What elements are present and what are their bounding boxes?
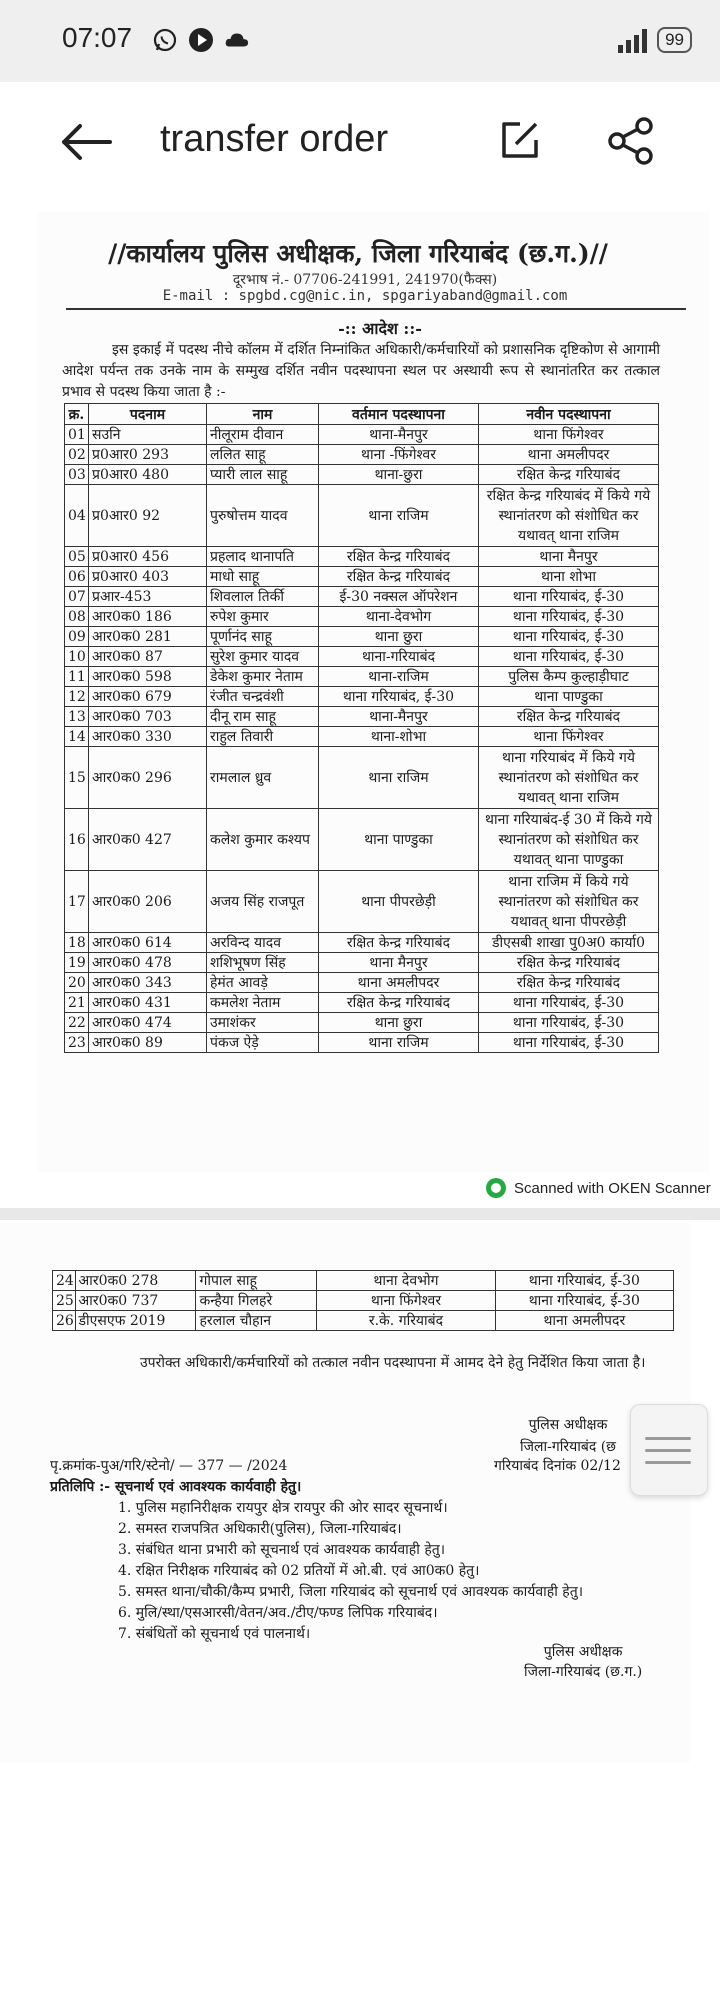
table-row	[65, 667, 659, 687]
table-row	[65, 1013, 659, 1033]
cell-serial: 09	[65, 627, 89, 647]
table-row	[65, 485, 659, 547]
cell-designation: आर0क0 427	[89, 809, 207, 871]
cell-current-posting: थाना राजिम	[319, 747, 479, 809]
cell-designation: प्रआर-453	[89, 587, 207, 607]
cell-current-posting: र.के. गरियाबंद	[317, 1311, 495, 1331]
cell-serial: 14	[65, 727, 89, 747]
list-item: 4. रक्षित निरीक्षक गरियाबंद को 02 प्रतियों में ओ.बी. एवं आ0क0 हेतु।	[118, 1563, 480, 1579]
header-designation: पदनाम	[89, 404, 207, 425]
list-item: 6. मुलि/स्था/एसआरसी/वेतन/अव./टीए/फण्ड लिपिक गरियाबंद।	[118, 1605, 438, 1621]
cell-name: कलेश कुमार कश्यप	[207, 809, 319, 871]
cell-current-posting: थाना गरियाबंद, ई-30	[319, 687, 479, 707]
transfer-table-page-2	[52, 1270, 674, 1331]
cell-designation: प्र0आर0 293	[89, 445, 207, 465]
table-row	[65, 627, 659, 647]
cell-serial: 11	[65, 667, 89, 687]
cell-current-posting: थाना राजिम	[319, 485, 479, 547]
table-row	[65, 647, 659, 667]
cell-current-posting: थाना-छुरा	[319, 465, 479, 485]
cell-current-posting: थाना पाण्डुका	[319, 809, 479, 871]
email-line: E-mail : spgbd.cg@nic.in, spgariyaband@gmail.com	[162, 288, 568, 304]
cell-name: माधो साहू	[207, 567, 319, 587]
cell-name: डेकेश कुमार नेताम	[207, 667, 319, 687]
cell-name: हरलाल चौहान	[196, 1311, 317, 1331]
cell-name: शशिभूषण सिंह	[207, 953, 319, 973]
cell-serial: 02	[65, 445, 89, 465]
status-time: 07:07	[62, 22, 133, 53]
table-header-row	[65, 404, 659, 425]
table-row	[65, 567, 659, 587]
signatory-title: पुलिस अधीक्षक	[528, 1417, 608, 1433]
signature-block-1	[520, 1414, 616, 1458]
list-item: 7. संबंधितों को सूचनार्थ एवं पालनार्थ।	[118, 1626, 311, 1642]
table-row	[65, 871, 659, 933]
cell-designation: आर0क0 431	[89, 993, 207, 1013]
arrow-left-icon[interactable]	[58, 120, 114, 164]
list-item: 5. समस्त थाना/चौकी/कैम्प प्रभारी, जिला गरियाबंद को सूचनार्थ एवं आवश्यक कार्यवाही हेतु।	[118, 1584, 584, 1600]
cell-name: राहुल तिवारी	[207, 727, 319, 747]
cell-current-posting: रक्षित केन्द्र गरियाबंद	[319, 567, 479, 587]
table-row	[65, 809, 659, 871]
cell-name: अजय सिंह राजपूत	[207, 871, 319, 933]
cell-name: सुरेश कुमार यादव	[207, 647, 319, 667]
cell-new-posting: थाना गरियाबंद-ई 30 में किये गये स्थानांतरण को संशोधित कर यथावत् थाना पाण्डुका	[479, 809, 659, 871]
header-new-posting: नवीन पदस्थापना	[479, 404, 659, 425]
cell-designation: आर0क0 598	[89, 667, 207, 687]
scanner-label: Scanned with OKEN Scanner	[514, 1179, 711, 1197]
cell-name: ललित साहू	[207, 445, 319, 465]
cell-new-posting: रक्षित केन्द्र गरियाबंद	[479, 953, 659, 973]
cell-new-posting: थाना गरियाबंद, ई-30	[479, 607, 659, 627]
edit-icon[interactable]	[498, 118, 542, 162]
cell-new-posting: रक्षित केन्द्र गरियाबंद	[479, 465, 659, 485]
cell-designation: आर0क0 703	[89, 707, 207, 727]
cell-serial: 01	[65, 425, 89, 445]
cell-name: अरविन्द यादव	[207, 933, 319, 953]
table-row	[65, 425, 659, 445]
cell-new-posting: थाना गरियाबंद, ई-30	[479, 1013, 659, 1033]
cell-name: नीलूराम दीवान	[207, 425, 319, 445]
list-item: 1. पुलिस महानिरीक्षक रायपुर क्षेत्र रायपुर की ओर सादर सूचनार्थ।	[118, 1500, 448, 1516]
order-heading: -:: आदेश ::-	[338, 319, 422, 338]
status-notification-icons	[152, 27, 250, 53]
phone-line: दूरभाष नं.- 07706-241991, 241970(फैक्स)	[232, 272, 498, 288]
cell-current-posting: थाना देवभोग	[317, 1271, 495, 1291]
document-title: transfer order	[160, 118, 389, 160]
cell-serial: 16	[65, 809, 89, 871]
cell-serial: 05	[65, 547, 89, 567]
cell-designation: डीएसएफ 2019	[75, 1311, 196, 1331]
header-serial: क्र.	[65, 404, 89, 425]
cell-new-posting: थाना गरियाबंद में किये गये स्थानांतरण को संशोधित कर यथावत् थाना राजिम	[479, 747, 659, 809]
cell-designation: आर0क0 281	[89, 627, 207, 647]
cell-current-posting: थाना-मैनपुर	[319, 425, 479, 445]
table-row	[65, 993, 659, 1013]
cell-current-posting: थाना -फिंगेश्वर	[319, 445, 479, 465]
cell-designation: आर0क0 87	[89, 647, 207, 667]
cell-designation: प्र0आर0 92	[89, 485, 207, 547]
cell-name: कन्हैया गिलहरे	[196, 1291, 317, 1311]
cell-designation: आर0क0 186	[89, 607, 207, 627]
play-icon	[188, 27, 214, 53]
copy-heading: प्रतिलिपि :- सूचनार्थ एवं आवश्यक कार्यवाही हेतु।	[50, 1479, 302, 1495]
signal-icon	[618, 27, 647, 53]
table-row	[65, 445, 659, 465]
cell-current-posting: थाना-राजिम	[319, 667, 479, 687]
cell-name: उमाशंकर	[207, 1013, 319, 1033]
cell-current-posting: ई-30 नक्सल ऑपरेशन	[319, 587, 479, 607]
app-toolbar	[0, 82, 720, 198]
cell-designation: सउनि	[89, 425, 207, 445]
scanner-watermark	[486, 1178, 711, 1198]
header-current-posting: वर्तमान पदस्थापना	[319, 404, 479, 425]
share-icon[interactable]	[606, 116, 656, 166]
scanner-logo-icon	[486, 1178, 506, 1198]
cell-serial: 06	[65, 567, 89, 587]
cell-serial: 13	[65, 707, 89, 727]
cell-name: दीनू राम साहू	[207, 707, 319, 727]
cell-new-posting: थाना अमलीपदर	[479, 445, 659, 465]
cell-new-posting: डीएसबी शाखा पु0अ0 कार्या0	[479, 933, 659, 953]
table-row	[65, 587, 659, 607]
cell-new-posting: थाना गरियाबंद, ई-30	[479, 627, 659, 647]
cell-current-posting: थाना छुरा	[319, 1013, 479, 1033]
table-row	[65, 973, 659, 993]
cell-designation: आर0क0 278	[75, 1271, 196, 1291]
table-row	[53, 1291, 674, 1311]
cell-name: प्रहलाद थानापति	[207, 547, 319, 567]
cell-current-posting: रक्षित केन्द्र गरियाबंद	[319, 933, 479, 953]
closing-note: उपरोक्त अधिकारी/कर्मचारियों को तत्काल नवीन पदस्थापना में आमद देने हेतु निर्देशित किया जाता है।	[140, 1355, 646, 1371]
cell-designation: आर0क0 89	[89, 1033, 207, 1053]
reference-date: गरियाबंद दिनांक 02/12	[494, 1458, 621, 1474]
cell-serial: 15	[65, 747, 89, 809]
cell-new-posting: थाना गरियाबंद, ई-30	[479, 587, 659, 607]
cell-designation: आर0क0 330	[89, 727, 207, 747]
cell-designation: प्र0आर0 480	[89, 465, 207, 485]
cell-current-posting: थाना मैनपुर	[319, 953, 479, 973]
table-row	[65, 1033, 659, 1053]
cell-serial: 19	[65, 953, 89, 973]
cell-new-posting: पुलिस कैम्प कुल्हाड़ीघाट	[479, 667, 659, 687]
cloud-icon	[224, 27, 250, 53]
cell-current-posting: थाना राजिम	[319, 1033, 479, 1053]
signature-block-2	[524, 1642, 642, 1682]
cell-new-posting: थाना मैनपुर	[479, 547, 659, 567]
cell-new-posting: थाना गरियाबंद, ई-30	[495, 1271, 673, 1291]
cell-designation: आर0क0 614	[89, 933, 207, 953]
battery-indicator: 99	[657, 27, 692, 53]
table-row	[53, 1271, 674, 1291]
cell-name: पंकज ऐड़े	[207, 1033, 319, 1053]
cell-designation: प्र0आर0 403	[89, 567, 207, 587]
cell-serial: 20	[65, 973, 89, 993]
table-row	[65, 465, 659, 485]
cell-name: गोपाल साहू	[196, 1271, 317, 1291]
cell-new-posting: रक्षित केन्द्र गरियाबंद	[479, 973, 659, 993]
table-row	[65, 707, 659, 727]
signatory2-district: जिला-गरियाबंद (छ.ग.)	[524, 1664, 643, 1680]
cell-name: हेमंत आवड़े	[207, 973, 319, 993]
cell-name: रंजीत चन्द्रवंशी	[207, 687, 319, 707]
header-name: नाम	[207, 404, 319, 425]
cell-serial: 22	[65, 1013, 89, 1033]
cell-new-posting: थाना राजिम में किये गये स्थानांतरण को संशोधित कर यथावत् थाना पीपरछेड़ी	[479, 871, 659, 933]
cell-serial: 17	[65, 871, 89, 933]
signatory-district: जिला-गरियाबंद (छ	[520, 1439, 616, 1455]
cell-current-posting: रक्षित केन्द्र गरियाबंद	[319, 547, 479, 567]
cell-new-posting: थाना गरियाबंद, ई-30	[495, 1291, 673, 1311]
cell-current-posting: थाना फिंगेश्वर	[317, 1291, 495, 1311]
reference-number: पृ.क्रमांक-पुअ/गरि/स्टेनो/ — 377 — /2024	[50, 1458, 288, 1474]
table-row	[65, 687, 659, 707]
cell-serial: 24	[53, 1271, 76, 1291]
cell-new-posting: थाना फिंगेश्वर	[479, 727, 659, 747]
cell-serial: 26	[53, 1311, 76, 1331]
cell-current-posting: थाना अमलीपदर	[319, 973, 479, 993]
cell-name: पुरुषोत्तम यादव	[207, 485, 319, 547]
cell-new-posting: रक्षित केन्द्र गरियाबंद में किये गये स्थानांतरण को संशोधित कर यथावत् थाना राजिम	[479, 485, 659, 547]
cell-current-posting: थाना-देवभोग	[319, 607, 479, 627]
cell-new-posting: रक्षित केन्द्र गरियाबंद	[479, 707, 659, 727]
table-row	[65, 547, 659, 567]
cell-name: पूर्णानंद साहू	[207, 627, 319, 647]
cell-current-posting: थाना पीपरछेड़ी	[319, 871, 479, 933]
header-divider	[66, 308, 686, 310]
cell-designation: आर0क0 478	[89, 953, 207, 973]
cell-designation: आर0क0 343	[89, 973, 207, 993]
cell-serial: 03	[65, 465, 89, 485]
cell-new-posting: थाना अमलीपदर	[495, 1311, 673, 1331]
intro-paragraph: इस इकाई में पदस्थ नीचे कॉलम में दर्शित निम्नांकित अधिकारी/कर्मचारियों को प्रशासनिक दृष्टिकोण से आगामी आदेश पर्यन्त तक उनके नाम के सम्मुख दर्शित नवीन पदस्थापना स्थल पर अस्थायी रूप से स्थानांतरित कर तत्काल प्रभाव से पदस्थ किया जाता है :-	[62, 342, 660, 400]
cell-serial: 10	[65, 647, 89, 667]
signatory2-title: पुलिस अधीक्षक	[543, 1644, 623, 1660]
cell-serial: 18	[65, 933, 89, 953]
whatsapp-icon	[152, 27, 178, 53]
transfer-table-page-1	[64, 403, 659, 1053]
cell-serial: 23	[65, 1033, 89, 1053]
table-row	[53, 1311, 674, 1331]
table-row	[65, 933, 659, 953]
status-system-icons	[618, 27, 692, 53]
cell-serial: 04	[65, 485, 89, 547]
table-row	[65, 747, 659, 809]
copy-list	[118, 1498, 583, 1645]
cell-new-posting: थाना फिंगेश्वर	[479, 425, 659, 445]
table-row	[65, 607, 659, 627]
cell-new-posting: थाना शोभा	[479, 567, 659, 587]
cell-current-posting: थाना-शोभा	[319, 727, 479, 747]
cell-current-posting: थाना छुरा	[319, 627, 479, 647]
cell-name: रामलाल ध्रुव	[207, 747, 319, 809]
cell-name: प्यारी लाल साहू	[207, 465, 319, 485]
cell-new-posting: थाना गरियाबंद, ई-30	[479, 1033, 659, 1053]
cell-new-posting: थाना गरियाबंद, ई-30	[479, 993, 659, 1013]
cell-designation: आर0क0 474	[89, 1013, 207, 1033]
cell-designation: आर0क0 737	[75, 1291, 196, 1311]
menu-icon[interactable]	[630, 1404, 708, 1496]
list-item: 3. संबंधित थाना प्रभारी को सूचनार्थ एवं आवश्यक कार्यवाही हेतु।	[118, 1542, 446, 1558]
cell-current-posting: थाना-मैनपुर	[319, 707, 479, 727]
cell-designation: आर0क0 206	[89, 871, 207, 933]
cell-new-posting: थाना पाण्डुका	[479, 687, 659, 707]
cell-current-posting: रक्षित केन्द्र गरियाबंद	[319, 993, 479, 1013]
page-gap	[0, 1208, 720, 1220]
list-item: 2. समस्त राजपत्रित अधिकारी(पुलिस), जिला-गरियाबंद।	[118, 1521, 402, 1537]
cell-serial: 08	[65, 607, 89, 627]
cell-name: शिवलाल तिर्की	[207, 587, 319, 607]
cell-serial: 12	[65, 687, 89, 707]
office-title: //कार्यालय पुलिस अधीक्षक, जिला गरियाबंद (छ.ग.)//	[108, 239, 608, 268]
cell-current-posting: थाना-गरियाबंद	[319, 647, 479, 667]
cell-serial: 07	[65, 587, 89, 607]
table-row	[65, 953, 659, 973]
cell-new-posting: थाना गरियाबंद, ई-30	[479, 647, 659, 667]
table-row	[65, 727, 659, 747]
cell-designation: आर0क0 296	[89, 747, 207, 809]
cell-name: रुपेश कुमार	[207, 607, 319, 627]
cell-designation: आर0क0 679	[89, 687, 207, 707]
cell-serial: 25	[53, 1291, 76, 1311]
status-bar	[0, 0, 720, 82]
cell-designation: प्र0आर0 456	[89, 547, 207, 567]
cell-name: कमलेश नेताम	[207, 993, 319, 1013]
cell-serial: 21	[65, 993, 89, 1013]
